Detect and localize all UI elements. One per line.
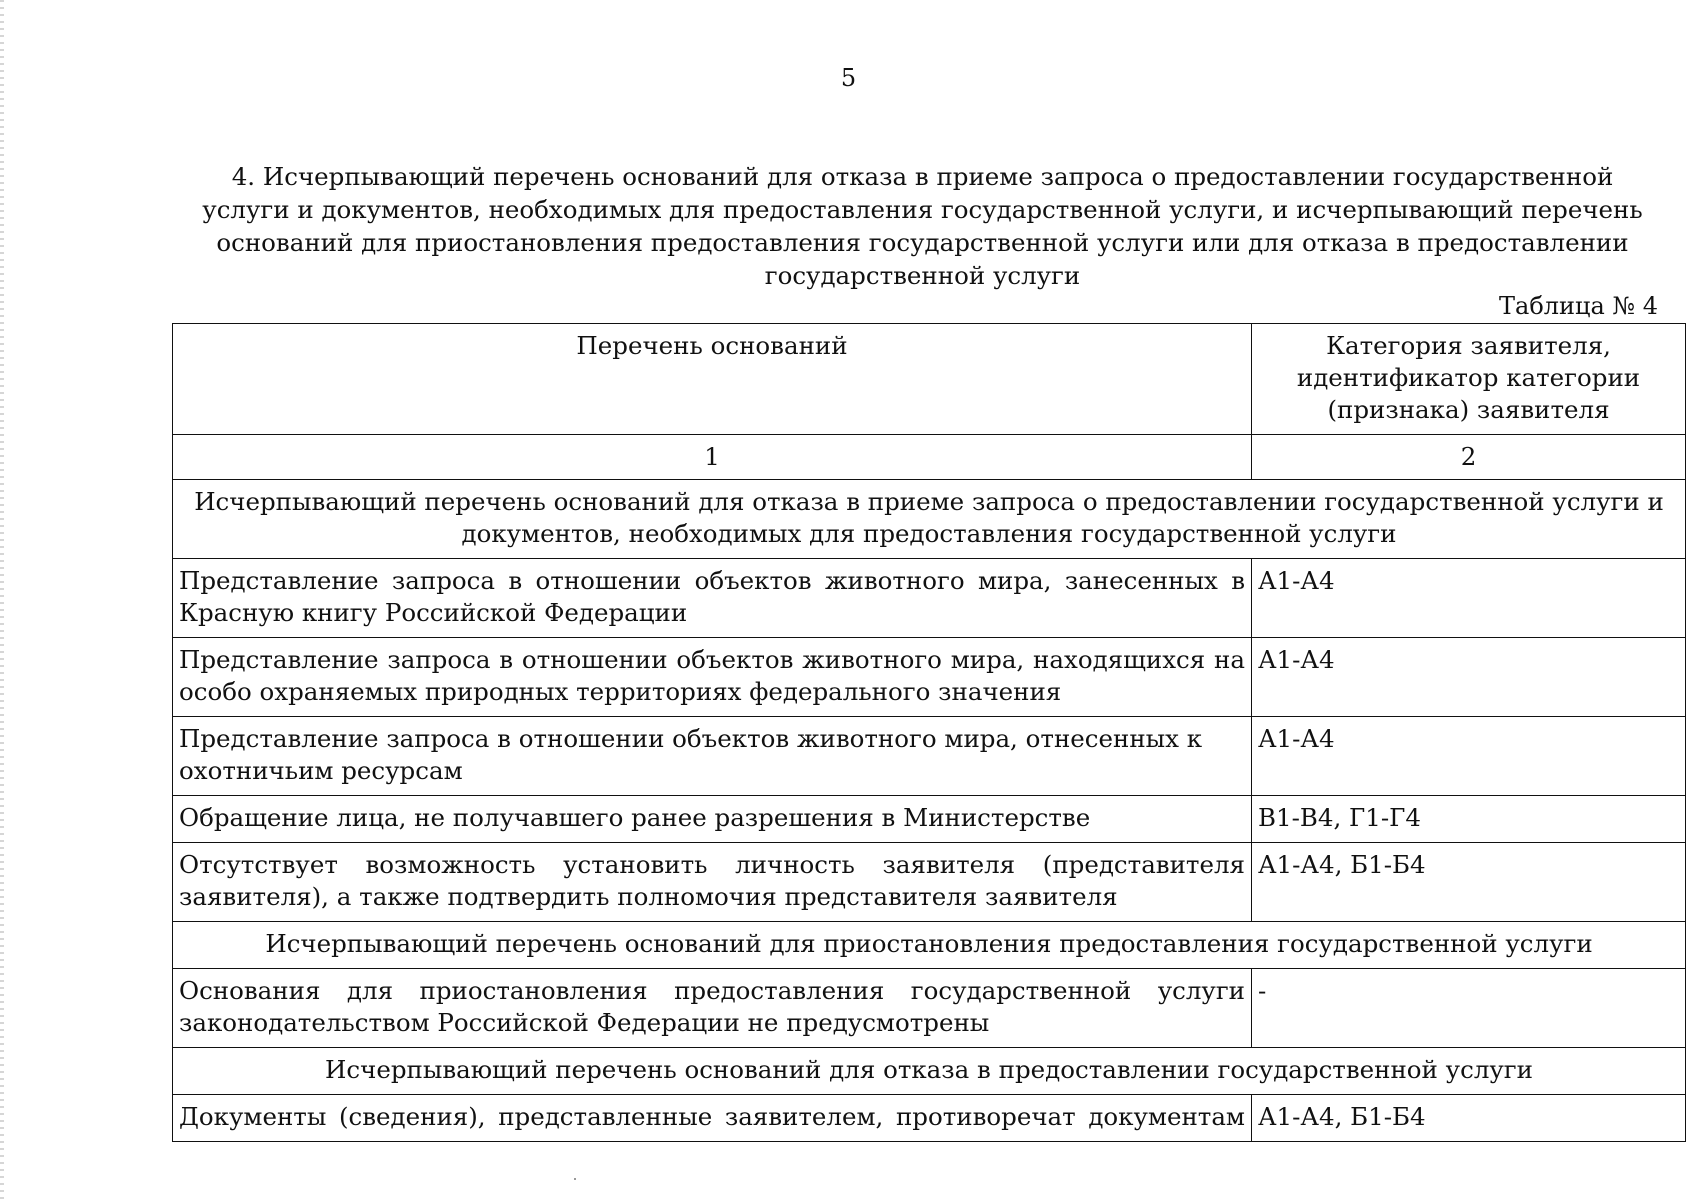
table-header-row (173, 324, 1686, 435)
table-row (173, 717, 1686, 796)
section-title: Исчерпывающий перечень оснований для приостановления предоставления государственной услуги (173, 922, 1686, 969)
reason-cell: Отсутствует возможность установить личность заявителя (представителя заявителя), а также подтвердить полномочия представителя заявителя (173, 843, 1252, 922)
section-title-row (173, 1048, 1686, 1095)
reason-cell: Представление запроса в отношении объектов животного мира, находящихся на особо охраняемых природных территориях федерального значения (173, 638, 1252, 717)
reason-cell: Документы (сведения), представленные заявителем, противоречат документам (173, 1095, 1252, 1142)
section-title-row (173, 480, 1686, 559)
section-title-row (173, 922, 1686, 969)
section-title: Исчерпывающий перечень оснований для отказа в приеме запроса о предоставлении государственной услуги и документов, необходимых для предоставления государственной услуги (173, 480, 1686, 559)
reasons-table (172, 323, 1686, 1142)
category-cell: А1-А4 (1252, 638, 1686, 717)
section-title: Исчерпывающий перечень оснований для отказа в предоставлении государственной услуги (173, 1048, 1686, 1095)
reason-cell: Обращение лица, не получавшего ранее разрешения в Министерстве (173, 796, 1252, 843)
column-number-1: 1 (173, 435, 1252, 480)
column-number-2: 2 (1252, 435, 1686, 480)
category-cell: А1-А4 (1252, 717, 1686, 796)
table-row (173, 638, 1686, 717)
page-number: 5 (840, 64, 857, 92)
category-cell: - (1252, 969, 1686, 1048)
table-row (173, 1095, 1686, 1142)
header-reasons: Перечень оснований (173, 324, 1252, 435)
reason-cell: Основания для приостановления предоставления государственной услуги законодательством Российской Федерации не предусмотрены (173, 969, 1252, 1048)
table-row (173, 843, 1686, 922)
table-row (173, 969, 1686, 1048)
reason-cell: Представление запроса в отношении объектов животного мира, отнесенных к охотничьим ресурсам (173, 717, 1252, 796)
header-category: Категория заявителя, идентификатор категории (признака) заявителя (1252, 324, 1686, 435)
scan-speck (574, 1178, 576, 1180)
table-caption: Таблица № 4 (1499, 292, 1658, 320)
table-column-numbers-row (173, 435, 1686, 480)
table-row (173, 559, 1686, 638)
table-row (173, 796, 1686, 843)
category-cell: А1-А4, Б1-Б4 (1252, 1095, 1686, 1142)
scan-edge (0, 0, 4, 1200)
reason-cell: Представление запроса в отношении объектов животного мира, занесенных в Красную книгу Российской Федерации (173, 559, 1252, 638)
category-cell: В1-В4, Г1-Г4 (1252, 796, 1686, 843)
section-heading: 4. Исчерпывающий перечень оснований для отказа в приеме запроса о предоставлении государственной услуги и документов, необходимых для предоставления государственной услуги, и исчерпывающий перечень оснований для приостановления предоставления государственной услуги или для отказа в предоставлении государственной услуги (202, 162, 1643, 290)
category-cell: А1-А4, Б1-Б4 (1252, 843, 1686, 922)
category-cell: А1-А4 (1252, 559, 1686, 638)
